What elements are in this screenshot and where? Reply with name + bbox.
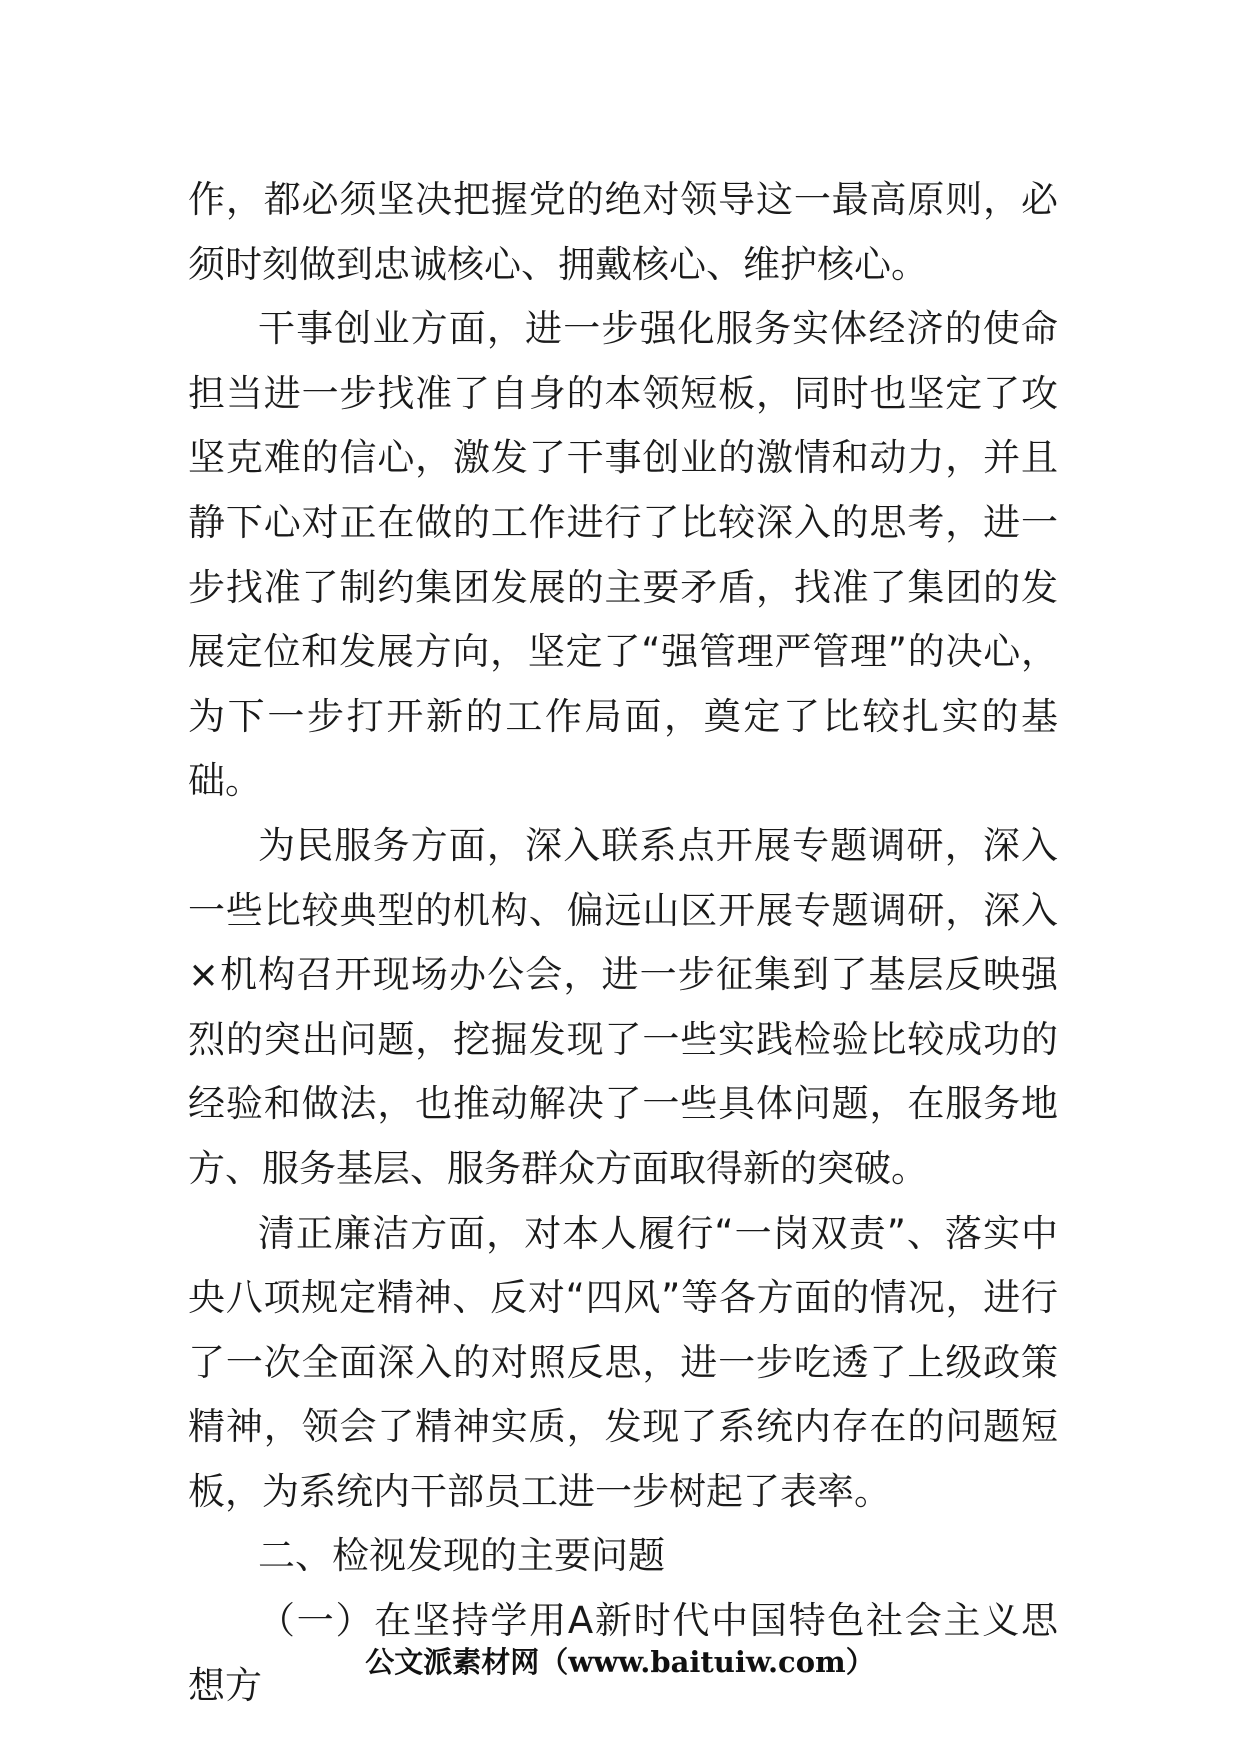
document-body	[188, 168, 1058, 1718]
subsection-heading: （一）在坚持学用A新时代中国特色社会主义思想方	[188, 1599, 1058, 1707]
section-heading: 二、检视发现的主要问题	[258, 1534, 665, 1578]
paragraph-public-service: 为民服务方面，深入联系点开展专题调研，深入一些比较典型的机构、偏远山区开展专题调研，深入×机构召开现场办公会，进一步征集到了基层反映强烈的突出问题，挖掘发现了一些实践检验比较成功的经验和做法，也推动解决了一些具体问题，在服务地方、服务基层、服务群众方面取得新的突破。	[188, 823, 1058, 1190]
page-footer: 公文派素材网（www.baituiw.com）	[365, 1645, 875, 1679]
paragraph-entrepreneurship: 干事创业方面，进一步强化服务实体经济的使命担当进一步找准了自身的本领短板，同时也坚定了攻坚克难的信心，激发了干事创业的激情和动力，并且静下心对正在做的工作进行了比较深入的思考，进一步找准了制约集团发展的主要矛盾，找准了集团的发展定位和发展方向，坚定了“强管理严管理”的决心，为下一步打开新的工作局面，奠定了比较扎实的基础。	[188, 307, 1058, 803]
paragraph-continuation: 作，都必须坚决把握党的绝对领导这一最高原则，必须时刻做到忠诚核心、拥戴核心、维护核心。	[188, 178, 1058, 286]
paragraph-integrity: 清正廉洁方面，对本人履行“一岗双责”、落实中央八项规定精神、反对“四风”等各方面的情况，进行了一次全面深入的对照反思，进一步吃透了上级政策精神，领会了精神实质，发现了系统内存在的问题短板，为系统内干部员工进一步树起了表率。	[188, 1211, 1058, 1513]
